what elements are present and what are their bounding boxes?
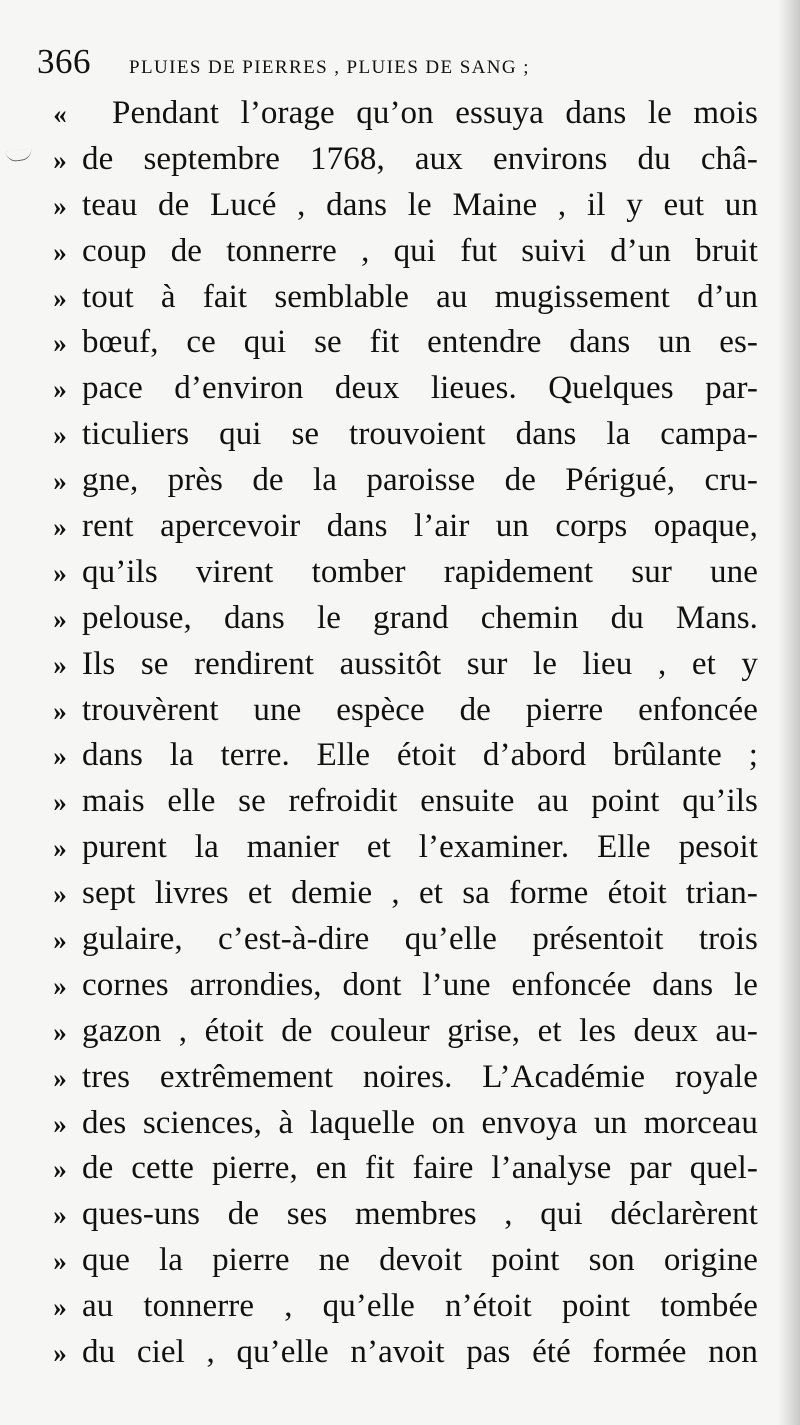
line-text: coup de tonnerre , qui fut suivi d’un bruit [82, 232, 758, 269]
text-line [38, 829, 758, 875]
line-text: que la pierre ne devoit point son origine [82, 1242, 758, 1279]
body-text [38, 95, 758, 1380]
text-line [38, 279, 758, 325]
text-line [38, 370, 758, 416]
line-text: du ciel , qu’elle n’avoit pas été formée non [82, 1334, 758, 1371]
line-text: tres extrêmement noires. L’Académie royale [82, 1058, 758, 1095]
text-line [38, 921, 758, 967]
line-text: cornes arrondies, dont l’une enfoncée dans le [82, 966, 758, 1003]
text-line [38, 416, 758, 462]
text-line [38, 462, 758, 508]
quotation-mark: » [53, 557, 67, 588]
text-line [38, 1105, 758, 1151]
text-line [38, 737, 758, 783]
text-line [38, 508, 758, 554]
line-text: Pendant l’orage qu’on essuya dans le mois [112, 95, 758, 131]
line-text: mais elle se refroidit ensuite au point qu’ils [82, 783, 758, 820]
running-title: PLUIES DE PIERRES , PLUIES DE SANG ; [129, 57, 530, 78]
text-line [38, 692, 758, 738]
line-text: gulaire, c’est-à-dire qu’elle présentoit trois [82, 921, 758, 958]
line-text: bœuf, ce qui se fit entendre dans un es- [82, 324, 758, 361]
quotation-mark: » [53, 420, 67, 451]
line-text: pace d’environ deux lieues. Quelques par- [82, 370, 758, 407]
line-text: gne, près de la paroisse de Périgué, cru- [82, 462, 758, 499]
text-line [38, 875, 758, 921]
quotation-mark: » [53, 603, 67, 634]
page-number: 366 [37, 42, 91, 81]
quotation-mark: » [53, 1200, 67, 1231]
text-line [38, 646, 758, 692]
quotation-mark: » [53, 970, 67, 1001]
line-text: des sciences, à laquelle on envoya un morceau [82, 1104, 758, 1141]
quotation-mark: » [53, 328, 67, 359]
line-text: dans la terre. Elle étoit d’abord brûlante ; [82, 737, 758, 774]
line-text: purent la manier et l’examiner. Elle pesoit [82, 829, 758, 866]
quotation-mark: » [53, 833, 67, 864]
text-line [38, 554, 758, 600]
quotation-mark: » [53, 282, 67, 313]
quotation-mark: » [53, 1062, 67, 1093]
text-line [38, 95, 758, 141]
quotation-mark: » [53, 374, 67, 405]
text-line [38, 1334, 758, 1380]
quotation-mark: » [53, 1016, 67, 1047]
quotation-mark: » [53, 695, 67, 726]
text-line [38, 1150, 758, 1196]
line-text: tout à fait semblable au mugissement d’un [82, 278, 758, 315]
line-text: teau de Lucé , dans le Maine , il y eut un [82, 186, 758, 223]
line-text: rent apercevoir dans l’air un corps opaque, [82, 508, 758, 545]
quotation-mark: » [53, 1154, 67, 1185]
line-text: de cette pierre, en fit faire l’analyse par quel- [82, 1150, 758, 1187]
quotation-mark: » [53, 1108, 67, 1139]
quotation-mark: » [53, 190, 67, 221]
text-line [38, 967, 758, 1013]
quotation-mark: » [53, 787, 67, 818]
quotation-mark: » [53, 649, 67, 680]
quotation-mark: » [53, 1292, 67, 1323]
line-text: ticuliers qui se trouvoient dans la campa- [82, 416, 758, 453]
text-line [38, 187, 758, 233]
line-text: ques-uns de ses membres , qui déclarèrent [82, 1196, 758, 1233]
text-line [38, 1196, 758, 1242]
quotation-mark: » [53, 466, 67, 497]
quotation-mark: » [53, 741, 67, 772]
text-line [38, 233, 758, 279]
line-text: pelouse, dans le grand chemin du Mans. [82, 599, 758, 636]
quotation-mark: » [53, 236, 67, 267]
quotation-mark: « [53, 99, 67, 129]
line-text: Ils se rendirent aussitôt sur le lieu , et y [82, 645, 758, 682]
margin-pencil-mark [5, 148, 32, 163]
quotation-mark: » [53, 1338, 67, 1369]
quotation-mark: » [53, 512, 67, 543]
line-text: sept livres et demie , et sa forme étoit trian- [82, 875, 758, 912]
text-line [38, 600, 758, 646]
line-text: trouvèrent une espèce de pierre enfoncée [82, 691, 758, 728]
quotation-mark: » [53, 144, 67, 175]
text-line [38, 1288, 758, 1334]
line-text: de septembre 1768, aux environs du châ- [82, 140, 758, 177]
text-line [38, 141, 758, 187]
text-line [38, 783, 758, 829]
page-header [37, 42, 737, 90]
text-line [38, 1059, 758, 1105]
line-text: gazon , étoit de couleur grise, et les deux au- [82, 1012, 758, 1049]
text-line [38, 324, 758, 370]
text-line [38, 1242, 758, 1288]
quotation-mark: » [53, 925, 67, 956]
quotation-mark: » [53, 879, 67, 910]
line-text: au tonnerre , qu’elle n’étoit point tombée [82, 1288, 758, 1325]
line-text: qu’ils virent tomber rapidement sur une [82, 553, 758, 590]
text-line [38, 1013, 758, 1059]
quotation-mark: » [53, 1246, 67, 1277]
